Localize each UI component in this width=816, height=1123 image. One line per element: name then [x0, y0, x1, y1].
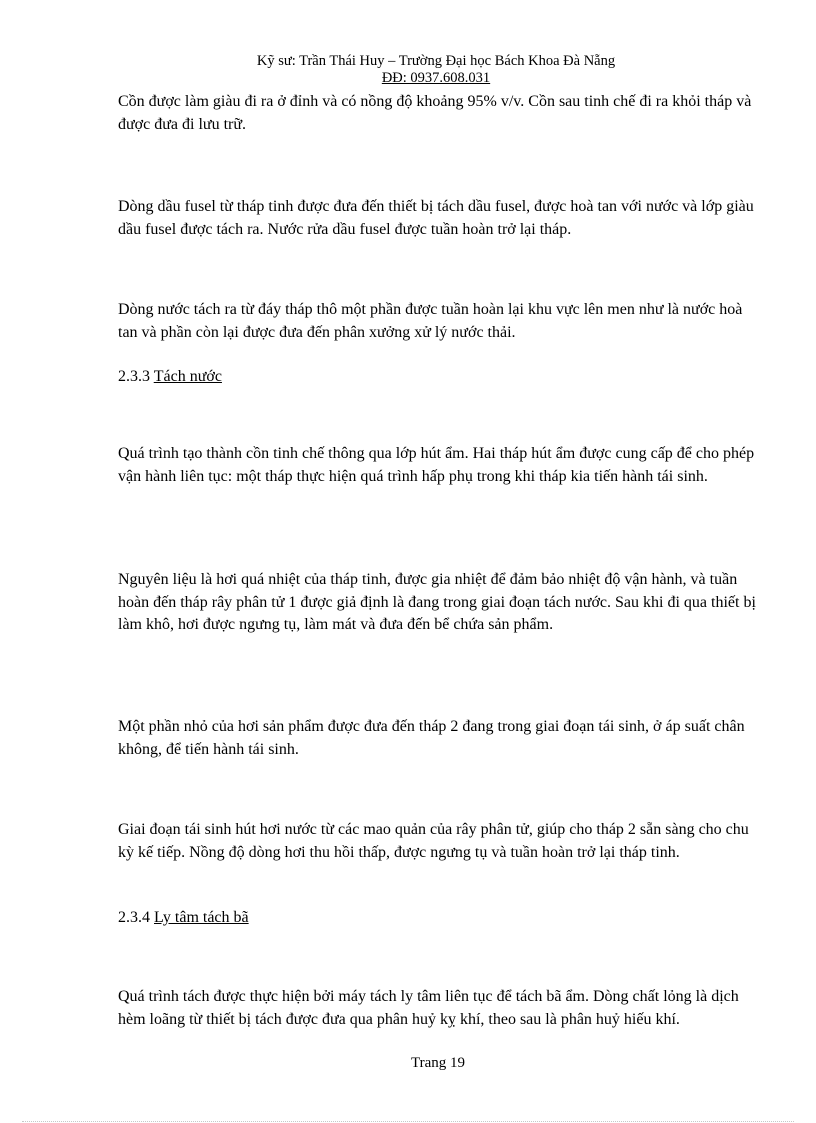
paragraph-centrifuge: Quá trình tách được thực hiện bởi máy tách ly tâm liên tục để tách bã ẩm. Dòng chất lỏng là dịch hèm loãng từ thiết bị tách được đưa qua phân huỷ kỵ khí, theo sau là phân huỷ hiếu khí. [118, 988, 739, 1028]
section-heading-centrifuge [118, 907, 249, 929]
paragraph-fusel-oil: Dòng dầu fusel từ tháp tinh được đưa đến thiết bị tách dầu fusel, được hoà tan với nước và lớp giàu dầu fusel được tách ra. Nước rửa dầu fusel được tuần hoàn trở lại tháp. [118, 198, 754, 238]
section-title: Tách nước [153, 368, 222, 385]
section-title: Ly tâm tách bã [154, 909, 249, 926]
section-heading-dehydration [118, 366, 222, 388]
paragraph-regeneration: Một phần nhỏ của hơi sản phẩm được đưa đến tháp 2 đang trong giai đoạn tái sinh, ở áp suất chân không, để tiến hành tái sinh. [118, 718, 745, 758]
paragraph-water-recycle: Dòng nước tách ra từ đáy tháp thô một phần được tuần hoàn lại khu vực lên men như là nước hoà tan và phần còn lại được đưa đến phân xưởng xử lý nước thải. [118, 301, 743, 341]
page-number: Trang 19 [410, 1055, 466, 1071]
page-bottom-divider [22, 1121, 794, 1122]
paragraph-ethanol-output: Cồn được làm giàu đi ra ở đỉnh và có nồng độ khoảng 95% v/v. Cồn sau tinh chế đi ra khỏi tháp và được đưa đi lưu trữ. [118, 93, 752, 133]
header-phone: ĐĐ: 0937.608.031 [381, 70, 491, 86]
paragraph-dehydration-intro: Quá trình tạo thành cồn tinh chế thông qua lớp hút ẩm. Hai tháp hút ẩm được cung cấp để cho phép vận hành liên tục: một tháp thực hiện quá trình hấp phụ trong khi tháp kia tiến hành tái sinh. [118, 445, 755, 485]
paragraph-regeneration-cycle: Giai đoạn tái sinh hút hơi nước từ các mao quản của rây phân tử, giúp cho tháp 2 sẵn sàng cho chu kỳ kế tiếp. Nồng độ dòng hơi thu hồi thấp, được ngưng tụ và tuần hoàn trở lại tháp tinh. [118, 821, 749, 861]
section-number: 2.3.3 [118, 368, 154, 385]
header-author: Kỹ sư: Trần Thái Huy – Trường Đại học Bách Khoa Đà Nẵng [256, 53, 616, 69]
section-number: 2.3.4 [118, 909, 154, 926]
page-header [0, 53, 816, 87]
paragraph-molecular-sieve: Nguyên liệu là hơi quá nhiệt của tháp tinh, được gia nhiệt để đảm bảo nhiệt độ vận hành, và tuần hoàn đến tháp rây phân tử 1 được giả định là đang trong giai đoạn tách nước. Sau khi đi qua thiết bị làm khô, hơi được ngưng tụ, làm mát và đưa đến bể chứa sản phẩm. [118, 571, 756, 633]
